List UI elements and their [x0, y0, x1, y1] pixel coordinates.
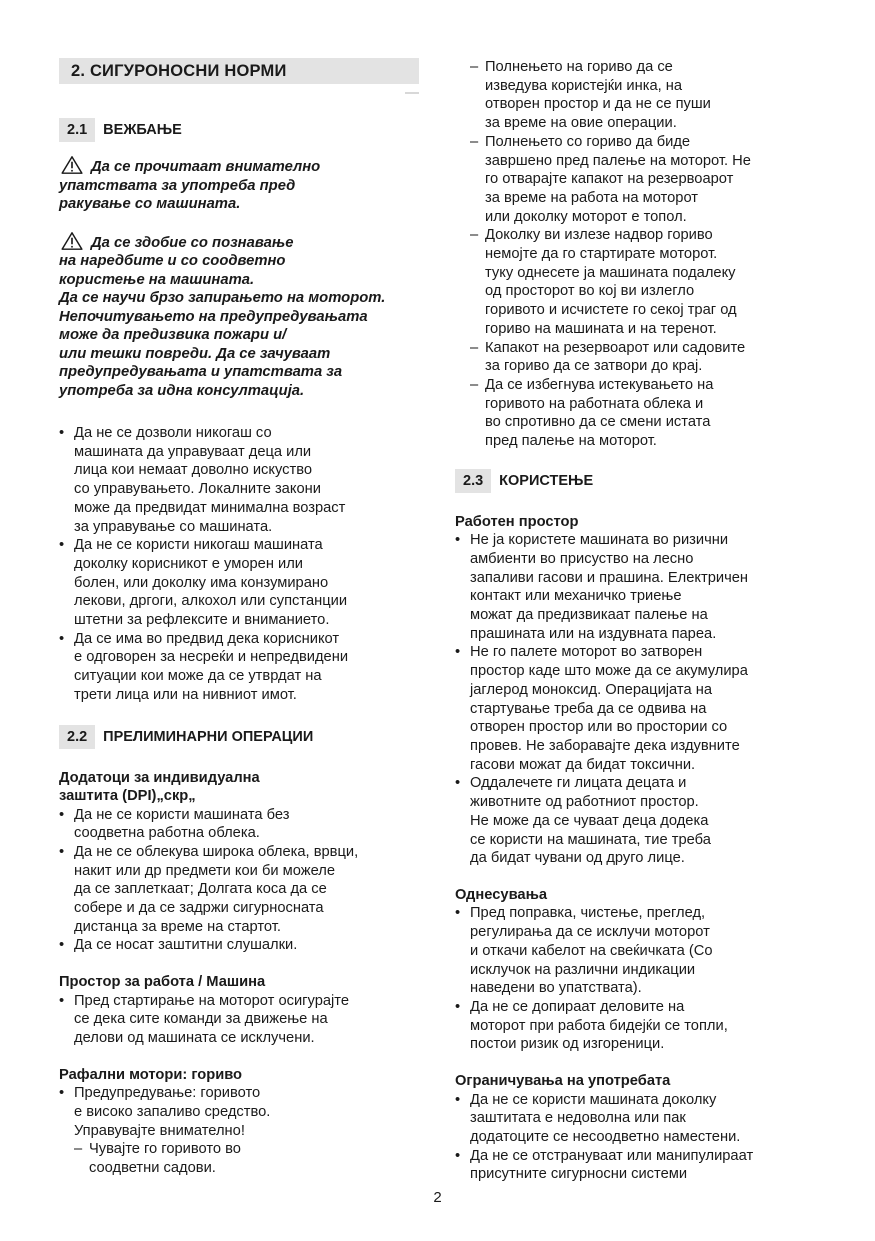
text-line: горивото и исчистете го секој траг од [485, 302, 737, 319]
dash: – [470, 376, 479, 393]
text-line: од просторот во кој ви излегло [485, 283, 695, 300]
text-line: Не може да се чуваат деца додека [470, 812, 709, 829]
warning-line: Да се здобие со познавање [91, 234, 294, 251]
list-item [470, 339, 815, 376]
text-line: собере и да се задржи сигурносната [74, 900, 324, 917]
text-line: Не го палете моторот во затворен [470, 644, 703, 661]
warning-line: на наредбите и со соодветно [59, 253, 286, 269]
text-line: провев. Не заборавајте дека издувните [470, 738, 740, 754]
text-line: постои ризик од изгореници. [470, 1036, 665, 1053]
usage-limits-list [455, 1091, 815, 1185]
dash: – [74, 1141, 83, 1158]
text-line: Да не се дозволи никогаш со [74, 425, 272, 441]
bullet: • [59, 537, 65, 554]
list-item [59, 936, 419, 955]
list-item [470, 376, 815, 451]
list-item [455, 643, 815, 774]
text-line: јаглерод моноксид. Операцијата на [470, 681, 712, 698]
warning-line: ракување со машината. [59, 196, 241, 212]
text-line: го отварајте капакот на резервоарот [485, 171, 734, 188]
dpi-list [59, 806, 419, 956]
fuel-dash-list [74, 1140, 419, 1177]
text-line: и откачи кабелот на свеќичката (Со [470, 942, 713, 959]
bullet: • [455, 644, 461, 661]
text-line: за време на овие операции. [485, 115, 677, 132]
text-line: запаливи гасови и прашина. Електричен [470, 569, 749, 586]
text-line: Доколку ви излезе надвор гориво [485, 227, 713, 244]
subsection-2-3-heading [455, 469, 815, 493]
text-line: Да се носат заштитни слушалки. [74, 937, 298, 954]
subsection-2-2-heading [59, 725, 419, 749]
work-area-heading: Работен простор [455, 513, 579, 530]
text-line: трети лица или на нивниот имот. [74, 686, 297, 703]
fuel-list [59, 1084, 419, 1140]
text-line: Да не се отстрануваат или манипулираат [470, 1147, 754, 1164]
list-item [455, 904, 815, 998]
text-line: се дека сите команди за движење на [74, 1011, 328, 1028]
text-line: Да не се користи никогаш машината [74, 537, 323, 554]
text-line: пред палење на моторот. [485, 433, 657, 450]
list-item [455, 1147, 815, 1184]
text-line: соодветни садови. [89, 1160, 216, 1177]
text-line: прашината или на издувната пареа. [470, 625, 717, 642]
warning-line: предупредувањата и упатствата за [59, 364, 343, 380]
left-column [59, 58, 419, 1178]
text-line: соодветна работна облека. [74, 825, 260, 842]
text-line: амбиенти во присуство на лесно [470, 550, 694, 567]
heading-line: Додатоци за индивидуална [59, 769, 260, 786]
subsection-title: ВЕЖБАЊЕ [103, 122, 182, 138]
bullet: • [59, 992, 65, 1009]
text-line: делови од машината се исклучени. [74, 1030, 315, 1047]
text-line: исклучок на различни индикации [470, 961, 696, 978]
text-line: се користи на машината, тие треба [470, 831, 711, 848]
text-line: немојте да го стартирате моторот. [485, 246, 718, 263]
list-item [455, 1091, 815, 1147]
text-line: завршено пред палење на моторот. Не [485, 152, 751, 169]
bullet: • [59, 630, 65, 647]
text-line: да се заплеткаат; Долгата коса да се [74, 881, 327, 898]
heading-line: заштита (DPI)„скр„ [59, 788, 196, 805]
text-line: стартување треба да се одвива на [470, 700, 707, 717]
warning-line: упатствата за употреба пред [59, 177, 296, 194]
text-line: ситуации кои може да се утврдат на [74, 668, 322, 685]
list-item [470, 133, 815, 227]
text-line: заштитата е недоволна или пак [470, 1110, 686, 1127]
warning-line: користење на машината. [59, 271, 255, 288]
text-line: Да не се користи машината без [74, 806, 290, 823]
text-line: горивото на работната облека и [485, 395, 704, 412]
text-line: Да не се допираат деловите на [470, 998, 685, 1015]
warning-line: употреба за идна консултација. [59, 382, 305, 399]
usage-limits-heading: Ограничувања на употребата [455, 1073, 671, 1090]
text-line: наведени во упатствата). [470, 980, 642, 997]
text-line: е одговорен за несреќи и непредвидени [74, 649, 349, 666]
list-item [59, 630, 419, 705]
dpi-heading [59, 769, 419, 806]
bullet: • [455, 905, 461, 922]
text-line: Пред стартирање на моторот осигурајте [74, 992, 350, 1009]
bullet: • [59, 425, 65, 441]
list-item [59, 424, 419, 536]
warning-line: Да се прочитаат внимателно [91, 159, 321, 175]
work-area-list [455, 531, 815, 868]
text-line: болен, или доколку има конзумирано [74, 574, 329, 591]
subsection-2-1-heading [59, 118, 419, 142]
text-line: Капакот на резервоарот или садовите [485, 339, 746, 356]
text-line: регулирања да се исклучи моторот [470, 924, 710, 941]
text-line: Да се има во предвид дека корисникот [74, 630, 340, 647]
list-item [455, 774, 815, 868]
list-item [59, 536, 419, 630]
list-item [59, 1084, 419, 1140]
text-line: за гориво да се затвори до крај. [485, 358, 703, 375]
workspace-list [59, 992, 419, 1048]
dash: – [470, 133, 479, 150]
text-line: може да предвидат минимална возраст [74, 499, 346, 516]
text-line: туку однесете ја машината подалеку [485, 264, 736, 281]
text-line: отворен простор или во простории со [470, 719, 728, 736]
subsection-number: 2.2 [59, 725, 95, 749]
bullet: • [455, 775, 461, 792]
text-line: гориво на машината и на теренот. [485, 320, 717, 337]
warning-line: Да се научи брзо запирањето на моторот. [59, 290, 386, 306]
text-line: Да се избегнува истекувањето на [485, 376, 714, 393]
text-line: накит или др предмети кои би можеле [74, 862, 336, 879]
subsection-number: 2.1 [59, 118, 95, 142]
page-number: 2 [433, 1189, 442, 1206]
text-line: лица кои немаат доволно искуство [74, 462, 313, 479]
list-item [470, 226, 815, 338]
list-item [59, 992, 419, 1048]
text-line: Пред поправка, чистење, преглед, [470, 905, 706, 922]
text-line: можат да предизвикаат палење на [470, 607, 708, 624]
text-line: гасови можат да бидат токсични. [470, 756, 696, 773]
fuel-dash-list-continued [470, 58, 815, 451]
list-item [455, 998, 815, 1054]
list-item [59, 843, 419, 937]
subsection-title: КОРИСТЕЊЕ [499, 472, 594, 489]
list-item [74, 1140, 419, 1177]
warning-triangle-icon [59, 156, 85, 174]
text-line: за време на работа на моторот [485, 189, 699, 206]
dash: – [470, 59, 479, 75]
text-line: животните од работниот простор. [470, 794, 699, 811]
bullet: • [59, 1085, 65, 1102]
text-line: моторот при работа бидејќи се топли, [470, 1017, 728, 1034]
behaviour-list [455, 904, 815, 1054]
text-line: додатоците се несоодветно наместени. [470, 1128, 741, 1145]
warning-line: Непочитувањето на предупредувањата [59, 308, 368, 325]
warning-line: може да предизвика пожари и/ [59, 327, 287, 343]
text-line: простор каде што може да се акумулира [470, 663, 748, 680]
text-line: Полнењето со гориво да биде [485, 133, 691, 150]
bullet: • [455, 998, 461, 1015]
dash: – [470, 227, 479, 244]
behaviour-heading: Однесувања [455, 886, 548, 903]
text-line: Управувајте внимателно! [74, 1122, 245, 1139]
text-line: Чувајте го горивото во [89, 1141, 241, 1158]
bullet: • [455, 1147, 461, 1164]
warning-triangle-icon [59, 232, 85, 250]
list-item [455, 531, 815, 643]
text-line: е високо запаливо средство. [74, 1103, 271, 1120]
text-line: Не ја користете машината во ризични [470, 532, 729, 549]
text-line: контакт или механичко триење [470, 588, 682, 605]
workspace-heading: Простор за работа / Машина [59, 974, 266, 991]
warning-block-1 [59, 156, 419, 214]
text-line: изведува користејќи инка, на [485, 77, 683, 94]
text-line: Да не се облекува широка облека, врвци, [74, 843, 359, 860]
section-title: 2. СИГУРОНОСНИ НОРМИ [59, 58, 419, 84]
fuel-heading: Рафални мотори: гориво [59, 1066, 243, 1083]
text-line: Да не се користи машината доколку [470, 1091, 717, 1108]
warning-line: или тешки повреди. Да се зачуваат [59, 345, 331, 362]
general-rules-list [59, 424, 419, 705]
text-line: присутните сигурносни системи [470, 1166, 688, 1183]
dash: – [470, 339, 479, 356]
list-item [470, 58, 815, 133]
list-item [59, 806, 419, 843]
bullet: • [59, 806, 65, 823]
warning-block-2 [59, 232, 419, 401]
text-line: отворен простор и да не се пуши [485, 96, 711, 113]
text-line: во спротивно да се смени истата [485, 414, 711, 431]
subsection-title: ПРЕЛИМИНАРНИ ОПЕРАЦИИ [103, 728, 314, 745]
text-line: Полнењето на гориво да се [485, 59, 673, 75]
text-line: лекови, дргоги, алкохол или супстанции [74, 593, 348, 610]
text-line: да бидат чувани од друго лице. [470, 850, 685, 867]
text-line: штетни за рефлексите и вниманието. [74, 612, 330, 629]
text-line: дистанца за време на стартот. [74, 918, 281, 935]
text-line: доколку корисникот е уморен или [74, 555, 303, 572]
bullet: • [59, 843, 65, 860]
text-line: машината да управуваат деца или [74, 443, 312, 460]
subsection-number: 2.3 [455, 469, 491, 493]
bullet: • [455, 532, 461, 549]
text-line: со управувањето. Локалните закони [74, 481, 321, 498]
text-line: Предупредување: горивото [74, 1085, 261, 1102]
text-line: или доколку моторот е топол. [485, 208, 687, 225]
bullet: • [455, 1091, 461, 1108]
text-line: за управување со машината. [74, 518, 273, 535]
text-line: Оддалечете ги лицата децата и [470, 775, 687, 792]
right-column [455, 58, 815, 1184]
bullet: • [59, 937, 65, 954]
